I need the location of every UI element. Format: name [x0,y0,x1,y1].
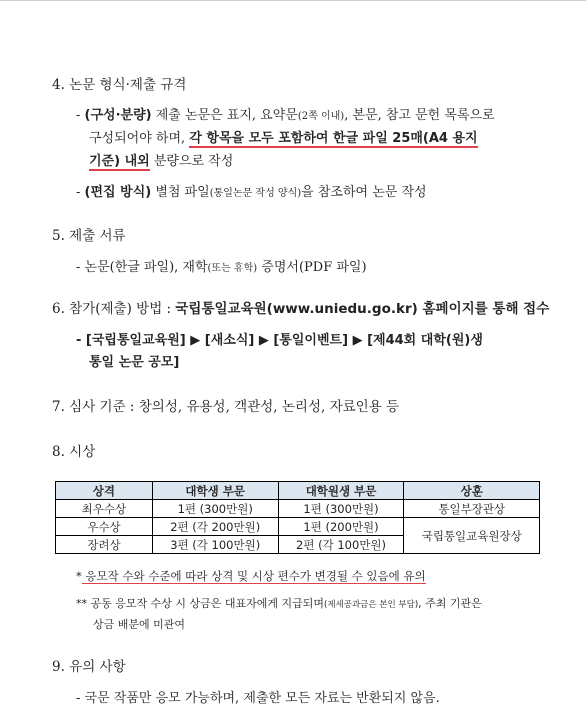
table-cell: 1편 (300만원) [278,500,404,518]
structure-line2-text: 구성되어야 하며, [89,131,190,146]
section-4-item-structure-line3 [89,151,233,172]
table-cell-merged: 국립통일교육원장상 [404,518,540,554]
editing-label: (편집 방식) [84,185,152,200]
structure-emphasis-2: 기준) 내외 [89,154,150,169]
documents-text-small: (또는 휴학) [207,263,258,274]
section-5-item [76,257,367,279]
table-cell: 최우수상 [56,500,153,518]
section-6-path-line1: - [국립통일교육원] ▶ [새소식] ▶ [통일이벤트] ▶ [제44회 대학(원)생 [76,333,483,348]
dash: - [76,108,81,123]
dash: - [76,185,81,200]
structure-text-a: 제출 논문은 표지, 요약문 [151,108,298,123]
editing-text-b: 을 참조하여 논문 작성 [301,185,427,200]
section-4-item-structure [76,105,495,127]
note-1-text: 응모작 수와 수준에 따라 상격 및 시상 편수가 변경될 수 있음에 유의 [81,569,426,583]
table-row [56,500,540,518]
structure-text-small: (2쪽 이내) [297,111,345,122]
table-header-cell: 대학생 부문 [152,482,278,500]
section-6-heading [52,299,549,319]
note-2-text-a: 공동 응모작 수상 시 상금은 대표자에게 지급되며 [87,597,324,610]
section-9-heading: 9. 유의 사항 [52,659,126,675]
table-row [56,518,540,536]
section-7-heading: 7. 심사 기준 : 창의성, 유용성, 객관성, 논리성, 자료인용 등 [52,399,400,415]
table-cell: 1편 (200만원) [278,518,404,536]
table-cell: 통일부장관상 [404,500,540,518]
section-4-heading: 4. 논문 형식·제출 규격 [52,77,187,93]
table-header-cell: 상훈 [404,482,540,500]
section-4-item-structure-line2 [89,128,478,149]
note-2-marker: ** [76,597,87,610]
table-cell: 2편 (각 100만원) [278,536,404,554]
section-9-item: - 국문 작품만 응모 가능하며, 제출한 모든 자료는 반환되지 않음. [76,691,440,706]
section-4-item-editing [76,182,427,204]
editing-text-small: (통일논문 작성 양식) [209,188,302,199]
note-2 [76,593,482,616]
table-cell: 2편 (각 200만원) [152,518,278,536]
method-label: 6. 참가(제출) 방법 : [52,301,176,317]
table-header-cell: 상격 [56,482,153,500]
structure-text-b: , 본문, 참고 문헌 목록으로 [344,108,495,123]
awards-table [55,481,540,554]
section-8-heading: 8. 시상 [52,444,96,460]
documents-text-b: 증명서(PDF 파일) [257,260,367,275]
structure-label: (구성·분량) [84,108,152,123]
table-cell: 3편 (각 100만원) [152,536,278,554]
table-cell: 우수상 [56,518,153,536]
note-2-text-small: (제세공과금은 본인 부담) [324,600,419,610]
structure-line3-text: 분량으로 작성 [149,154,234,169]
table-header-row [56,482,540,500]
table-cell: 장려상 [56,536,153,554]
note-2-line2: 상금 배분에 미관여 [93,618,186,631]
note-1 [76,565,426,587]
section-6-path-line2: 통일 논문 공모] [89,355,180,370]
documents-text-a: - 논문(한글 파일), 재학 [76,260,208,275]
table-header-cell: 대학원생 부문 [278,482,404,500]
section-5-heading: 5. 제출 서류 [52,228,126,244]
note-2-text-b: , 주최 기관은 [418,597,482,610]
editing-text-a: 별첨 파일 [151,185,210,200]
note-1-marker: * [76,569,82,583]
method-text: 국립통일교육원(www.uniedu.go.kr) 홈페이지를 통해 접수 [175,301,550,317]
table-cell: 1편 (300만원) [152,500,278,518]
structure-emphasis-1: 각 항목을 모두 포함하여 한글 파일 25매(A4 용지 [189,131,478,146]
